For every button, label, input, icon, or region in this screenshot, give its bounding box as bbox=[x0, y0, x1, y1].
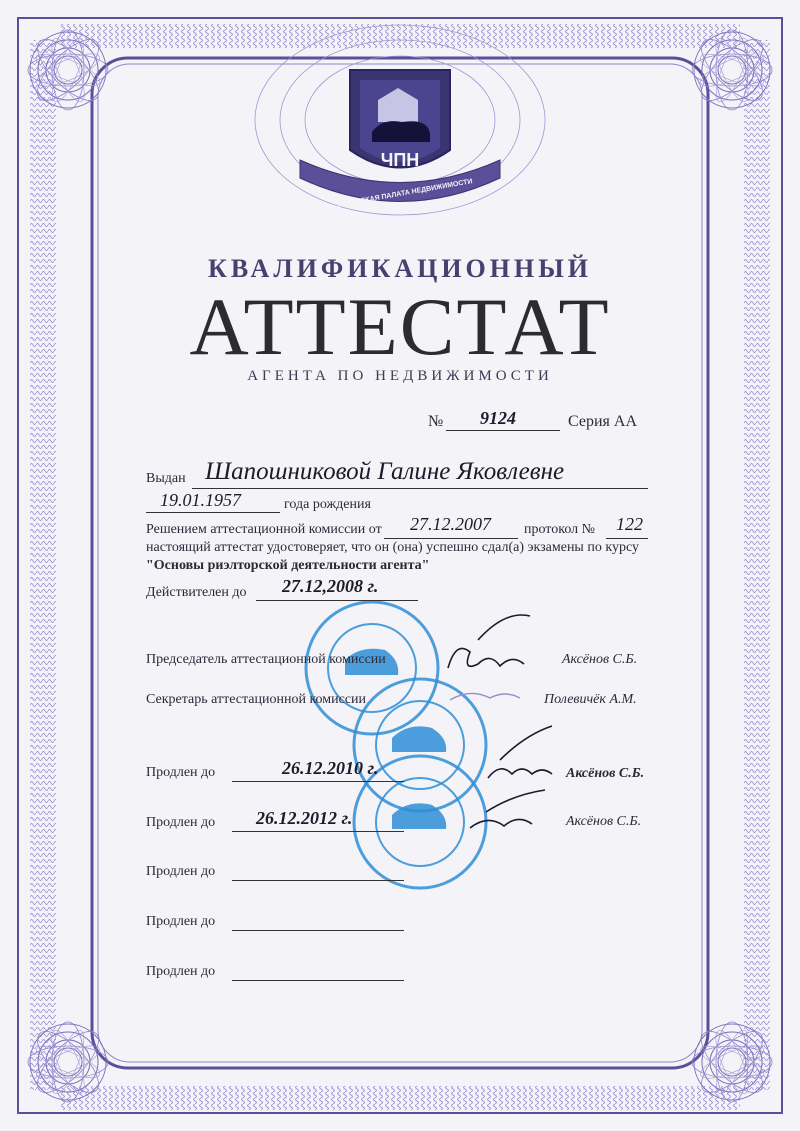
seal-stamp bbox=[354, 679, 486, 811]
extension-date: 26.12.2010 г. bbox=[282, 758, 379, 778]
series-label: Серия АА bbox=[568, 413, 637, 430]
bottom-border-pattern bbox=[60, 1086, 740, 1110]
valid-date: 27.12,2008 г. bbox=[282, 576, 379, 596]
emblem-ribbon-text: УРАЛЬСКАЯ ПАЛАТА НЕДВИЖИМОСТИ bbox=[336, 178, 474, 209]
emblem-abbr: ЧПН bbox=[380, 150, 420, 170]
issued-label: Выдан bbox=[146, 471, 186, 486]
title-line1: КВАЛИФИКАЦИОННЫЙ bbox=[208, 254, 592, 283]
extension-label: Продлен до bbox=[146, 964, 216, 979]
holder-name: Шапошниковой Галине Яковлевне bbox=[205, 458, 565, 485]
title-line3: АГЕНТА ПО НЕДВИЖИМОСТИ bbox=[247, 368, 553, 384]
decision-text: настоящий аттестат удостоверяет, что он (она) успешно сдал(а) экзамены по курсу bbox=[146, 540, 639, 555]
emblem-logo bbox=[255, 25, 545, 215]
protocol-number: 122 bbox=[616, 514, 643, 534]
decision-date: 27.12.2007 bbox=[410, 514, 491, 534]
extension-signature bbox=[488, 726, 552, 778]
course-name: "Основы риэлторской деятельности агента" bbox=[146, 558, 430, 573]
extension-signer: Аксёнов С.Б. bbox=[566, 766, 645, 781]
seal-stamp bbox=[306, 602, 438, 734]
extension-label: Продлен до bbox=[146, 864, 216, 879]
chairman-name: Аксёнов С.Б. bbox=[562, 652, 638, 667]
extension-label: Продлен до bbox=[146, 815, 216, 830]
chairman-signature bbox=[448, 615, 530, 668]
certificate-number: 9124 bbox=[480, 408, 516, 428]
chairman-label: Председатель аттестационной комиссии bbox=[146, 652, 386, 667]
top-border-pattern bbox=[60, 24, 740, 48]
birth-suffix: года рождения bbox=[284, 497, 371, 512]
right-border-pattern bbox=[744, 40, 770, 1090]
extension-signer: Аксёнов С.Б. bbox=[566, 814, 642, 829]
decision-prefix: Решением аттестационной комиссии от bbox=[146, 522, 382, 537]
number-label: № bbox=[428, 413, 444, 430]
extension-date: 26.12.2012 г. bbox=[256, 808, 353, 828]
left-border-pattern bbox=[30, 40, 56, 1090]
protocol-label: протокол № bbox=[524, 522, 595, 537]
title-main: АТТЕСТАТ bbox=[189, 281, 611, 372]
birth-date: 19.01.1957 bbox=[160, 490, 241, 510]
valid-label: Действителен до bbox=[146, 585, 247, 600]
extension-label: Продлен до bbox=[146, 914, 216, 929]
extension-label: Продлен до bbox=[146, 765, 216, 780]
secretary-name: Полевичёк А.М. bbox=[544, 692, 637, 707]
secretary-label: Секретарь аттестационной комиссии bbox=[146, 692, 367, 707]
